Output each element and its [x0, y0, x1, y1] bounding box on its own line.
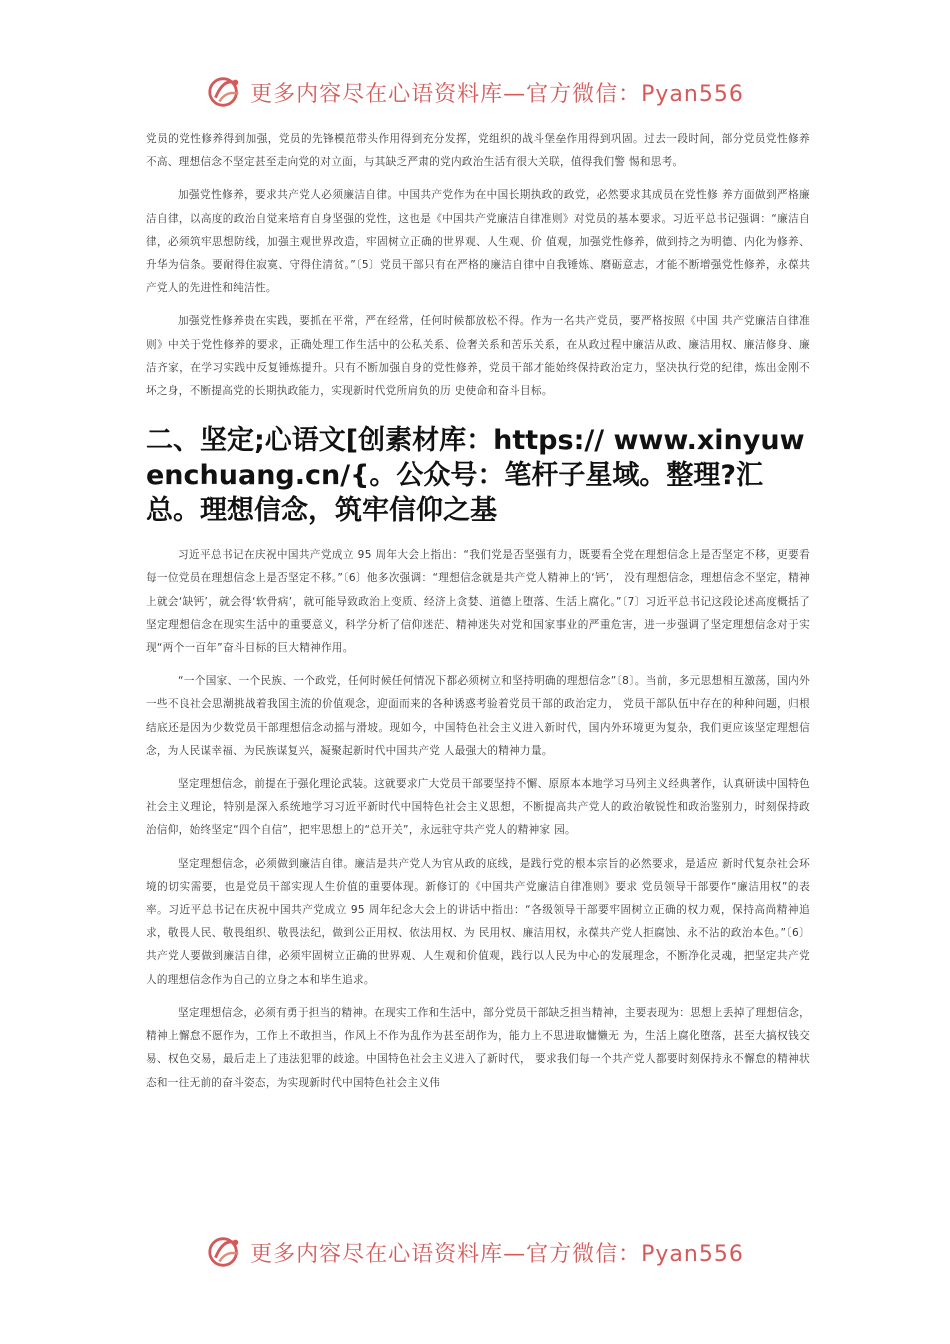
- document-body: [146, 128, 810, 1105]
- paragraph: 坚定理想信念，前提在于强化理论武装。这就要求广大党员干部要坚持不懈、原原本本地学习马列主义经典著作，认真研读中国特色社会主义理论，特别是深入系统地学习习近平新时代中国特色社会主义思想，不断提高共产党人的政治敏锐性和政治鉴别力，时刻保持政治信仰，始终坚定“四个自信”，把牢思想上的“总开关”，永远驻守共产党人的精神家 园。: [146, 778, 810, 837]
- banner-text: 更多内容尽在心语资料库—官方微信：Pyan556: [250, 1241, 744, 1267]
- paragraph: 加强党性修养贵在实践，要抓在平常，严在经常，任何时候都放松不得。作为一名共产党员，要严格按照《中国 共产党廉洁自律准则》中关于党性修养的要求，正确处理工作生活中的公私关系、俭奢关系和苦乐关系，在从政过程中廉洁从政、廉洁用权、廉洁修身、廉洁齐家，在学习实践中反复锤炼提升。只有不断加强自身的党性修养，党员干部才能始终保持政治定力，坚决执行党的纪律，炼出金刚不坏之身，不断提高党的长期执政能力，实现新时代党所肩负的历 史使命和奋斗目标。: [146, 315, 810, 398]
- banner-text: 更多内容尽在心语资料库—官方微信：Pyan556: [250, 81, 744, 107]
- paragraph: 坚定理想信念，必须有勇于担当的精神。在现实工作和生活中，部分党员干部缺乏担当精神，主要表现为：思想上丢掉了理想信念，精神上懈怠不愿作为，工作上不敢担当，作风上不作为乱作为甚至胡作为，能力上不思进取慵懒无 为，生活上腐化堕落，甚至大搞权钱交易、权色交易，最后走上了违法犯罪的歧途。中国特色社会主义进入了新时代， 要求我们每一个共产党人都要时刻保持永不懈怠的精神状态和一往无前的奋斗姿态，为实现新时代中国特色社会主义伟: [146, 1006, 810, 1089]
- paragraph: 加强党性修养，要求共产党人必须廉洁自律。中国共产党作为在中国长期执政的政党，必然要求其成员在党性修 养方面做到严格廉洁自律，以高度的政治自觉来培育自身坚强的党性，这也是《中国共产党廉洁自律准则》对党员的基本要求。习近平总书记强调：“廉洁自律，必须筑牢思想防线，加强主观世界改造，牢固树立正确的世界观、人生观、价 值观，加强党性修养，做到持之为明德、内化为修养、升华为信条。要耐得住寂寞、守得住清贫。”〔5〕党员干部只有在严格的廉洁自律中自我锤炼、磨砺意志，才能不断增强党性修养，永葆共产党人的先进性和纯洁性。: [146, 189, 810, 295]
- logo-icon: [206, 1233, 244, 1271]
- logo-icon: [206, 73, 244, 111]
- footer-banner: [0, 1228, 950, 1276]
- section-heading: 二、坚定;心语文[创素材库：https:// www.xinyuwenchuang.cn/{。公众号：笔杆子星域。整理?汇总。理想信念，筑牢信仰之基: [146, 425, 805, 527]
- paragraph: 党员的党性修养得到加强，党员的先锋模范带头作用得到充分发挥，党组织的战斗堡垒作用得到巩固。过去一段时间，部分党员党性修养不高、理想信念不坚定甚至走向党的对立面，与其缺乏严肃的党内政治生活有很大关联，值得我们警 惕和思考。: [146, 133, 810, 169]
- header-banner: [0, 68, 950, 116]
- paragraph: 坚定理想信念，必须做到廉洁自律。廉洁是共产党人为官从政的底线，是践行党的根本宗旨的必然要求，是适应 新时代复杂社会环境的切实需要，也是党员干部实现人生价值的重要体现。新修订的《中国共产党廉洁自律准则》要求 党员领导干部要作“廉洁用权”的表率。习近平总书记在庆祝中国共产党成立 95 周年纪念大会上的讲话中指出：“各级领导干部要牢固树立正确的权力观，保持高尚精神追求，敬畏人民、敬畏组织、敬畏法纪，做到公正用权、依法用权、为 民用权、廉洁用权，永葆共产党人拒腐蚀、永不沾的政治本色。”〔6〕共产党人要做到廉洁自律，必须牢固树立正确的世界观、人生观和价值观，践行以人民为中心的发展理念，不断净化灵魂，把坚定共产党人的理想信念作为自己的立身之本和毕生追求。: [146, 857, 810, 986]
- paragraph: 习近平总书记在庆祝中国共产党成立 95 周年大会上指出：“我们党是否坚强有力，既要看全党在理想信念上是否坚定不移，更要看每一位党员在理想信念上是否坚定不移。”〔6〕他多次强调：“理想信念就是共产党人精神上的‘钙’， 没有理想信念，理想信念不坚定，精神上就会‘缺钙’，就会得‘软骨病’，就可能导致政治上变质、经济上贪婪、道德上堕落、生活上腐化。”〔7〕习近平总书记这段论述高度概括了坚定理想信念在现实生活中的重要意义，科学分析了信仰迷茫、精神迷失对党和国家事业的严重危害，进一步强调了坚定理想信念对于实现“两个一百年”奋斗目标的巨大精神作用。: [146, 549, 810, 655]
- paragraph: “一个国家、一个民族、一个政党，任何时候任何情况下都必须树立和坚持明确的理想信念”〔8〕。当前，多元思想相互激荡，国内外一些不良社会思潮挑战着我国主流的价值观念，迎面而来的各种诱惑考验着党员干部的政治定力， 党员干部队伍中存在的种种问题，归根结底还是因为少数党员干部理想信念动摇与滑坡。现如今，中国特色社会主义进入新时代，国内外环境更为复杂，我们更应该坚定理想信念，为人民谋幸福、为民族谋复兴，凝聚起新时代中国共产党 人最强大的精神力量。: [146, 675, 810, 757]
